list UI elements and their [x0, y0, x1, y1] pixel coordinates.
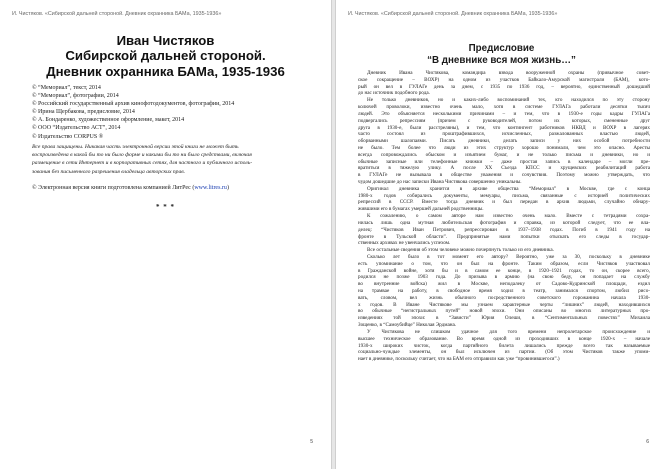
preface-paragraph — [358, 254, 650, 329]
credit-line: © ООО “Издательство АСТ”, 2014 — [32, 125, 121, 132]
preface-title-line: Предисловие — [468, 43, 535, 54]
preface-body — [358, 70, 650, 363]
preface-line: Оригинал дневника хранится в архиве общества “Мемориал” в Москве, где с конца — [367, 185, 650, 192]
preface-paragraph — [358, 70, 650, 97]
rights-line: зования без письменного разрешения владельца авторских прав. — [32, 168, 186, 175]
book-title-line: Иван Чистяков — [116, 33, 215, 48]
left-running-head: И. Чистяков. «Сибирской дальней стороной. Дневник охранника БАМа, 1935-1936» — [12, 11, 222, 17]
preface-line: рый он вел в ГУЛАГе день за днем, с 1935 по 1936 год, – вероятно, единственный дошедший — [358, 83, 650, 90]
preface-line: всегда сопровождались обыском и изъятием бумаг, и не только письма и дневники, но и — [358, 151, 650, 158]
preface-line: колючей проволоки, известно очень мало, хотя в системе ГУЛАГа работали десятки тысяч — [358, 104, 650, 111]
ebook-note-text: © Электронная версия книги подготовлена компанией ЛитРес ( — [32, 185, 195, 191]
preface-line: чудом дошедшие до нас записки Ивана Чистякова совершенно уникальны. — [358, 179, 522, 185]
section-stars: * * * — [156, 203, 175, 211]
preface-line: фронте в Тульской области”. Предпринятые нами попытки отыскать его следы в государ- — [358, 233, 650, 240]
preface-line: во обычные “негистральных путей” новой эпохи. Они описаны во многих литературных про- — [358, 308, 650, 315]
preface-line: Не только дневников, но и каких-либо воспоминаний тех, кто находился по эту сторону — [367, 97, 650, 104]
preface-line: в Гражданской войне, хотя бы и в самом ее конце, в 1920–1921 годах, то он, скорее всего, — [358, 267, 650, 274]
preface-line: оборванными шалопаями. Писать дневники, делать записи у них особой потребности — [358, 138, 650, 145]
preface-paragraph — [358, 213, 650, 247]
preface-line: изведениях той эпохи: в “Зависти” Юрия Олеши, в “Сентиментальных повестях” Михаила — [358, 315, 650, 322]
preface-line: друга в 1930-е, были расстреляны), и тем, что контингент работников НКВД и ВОХР в лагерях — [358, 124, 650, 131]
preface-line: социально-чуждые элементы, он был исключен из партии. (Об этом Чистяков также упоми- — [358, 349, 650, 356]
preface-line: ское сокращение – ВОХР) на одном из участков Байкало-Амурской магистрали (БАМ), кото- — [358, 76, 650, 83]
preface-line: нает в дневнике, поскольку считает, что на БАМ его отправили как уже “провинившегося”.) — [358, 356, 560, 363]
preface-line: есть упоминание о том, что он был на фронте. Таким образом, если Чистяков участвовал — [358, 260, 650, 267]
preface-line: часто состоял из проштрафившихся, исчисленных, разжалованных властью людей, — [358, 131, 650, 138]
preface-line: обычные записные или телефонные книжки – даже простая запись в календаре – могли пре- — [358, 158, 650, 165]
preface-subtitle-line: “В дневнике вся моя жизнь…” — [427, 54, 576, 66]
credit-line: © Издательство CORPUS ® — [32, 133, 104, 140]
copyright-credits — [32, 84, 311, 141]
preface-line: Зощенко, в “Самоубийце” Николая Эрдмана. — [358, 322, 457, 329]
preface-line: людей. Это объясняется несколькими причинами – и тем, что в 1930-е годы кадры ГУЛАГа — [358, 110, 650, 117]
credit-line: © Российский государственный архив кинофотодокументов, фотографии, 2014 — [32, 101, 235, 108]
preface-line: У Чистякова не слишком удачное для того времени непролетарское происхождение и — [367, 328, 650, 335]
preface-title — [356, 43, 647, 67]
litres-link[interactable]: www.litres.ru — [194, 185, 227, 191]
preface-line: вратиться в тяжелую улику. А после XX Съезда КПСС и хрущевских реабилитаций работа — [358, 165, 650, 172]
preface-line: вать, словом, вел жизнь обычного посредственного советского горожанина начала 1930- — [358, 294, 650, 301]
credit-line: © “Мемориал”, фотографии, 2014 — [32, 93, 119, 100]
preface-line: не было. Тем более что люди из этих структур хорошо понимали, чем это опасно. Аресты — [358, 144, 650, 151]
credit-line: © “Мемориал”, текст, 2014 — [32, 85, 101, 91]
ebook-note — [32, 185, 311, 191]
preface-line: Сколько лет было в тот момент его автору? Вероятно, уже за 30, поскольку в дневнике — [367, 253, 650, 260]
right-page — [335, 0, 667, 469]
left-page — [0, 0, 332, 469]
preface-line: в ГУЛАГе не вызывала в обществе уважения и сочувствия. Поэтому можно утверждать, что — [358, 172, 650, 179]
preface-paragraph — [358, 329, 650, 363]
credit-line: © Ирина Щербакова, предисловие, 2014 — [32, 109, 135, 116]
preface-paragraph — [358, 97, 650, 186]
preface-line: Дневник Ивана Чистякова, командира взвода вооруженной охраны (привычное совет- — [367, 70, 650, 76]
preface-line: К сожалению, о самом авторе нам известно очень мало. Вместе с тетрадями сохра- — [367, 213, 650, 220]
preface-line: х годов. В Иване Чистякове мы узнаем характерные черты “лишних” людей, находившихся — [358, 301, 650, 308]
preface-line: до нас источник подобного рода. — [358, 90, 430, 97]
book-title — [30, 33, 301, 79]
preface-line: родился не позже 1903 года. До призыва в армию (на свою беду, он попадает на службу — [358, 274, 650, 281]
rights-line: воспроизведена в какой бы то ни было форме и какими бы то ни было средствами, включая — [32, 152, 252, 159]
right-page-number: 6 — [646, 439, 649, 445]
rights-line: Все права защищены. Никакая часть электронной версии этой книги не может быть — [32, 144, 239, 150]
book-title-line: Дневник охранника БАМа, 1935-1936 — [46, 63, 285, 79]
preface-line: на трамвае на работу, в свободное время ходил в театр, занимался спортом, любил рисо- — [358, 288, 650, 294]
preface-line: Все остальные сведения об этом человеке можно почерпнуть только из его дневника. — [367, 247, 554, 254]
book-title-line: Сибирской дальней стороной. — [65, 48, 266, 64]
rights-line: размещение в сети Интернет и в корпоративных сетях, для частного и публичного исполь- — [32, 160, 253, 167]
preface-line: делец: “Чистяков Иван Петрович, репрессирован в 1937–1938 годах. Погиб в 1941 году на — [358, 226, 650, 233]
preface-line: нилась лишь одна мутная любительская фотография и справка, из которой следует, что ее вла- — [358, 219, 650, 226]
right-running-head: И. Чистяков. «Сибирской дальней стороной. Дневник охранника БАМа, 1935-1936» — [348, 11, 558, 17]
rights-notice — [32, 143, 307, 176]
preface-paragraph — [358, 247, 650, 254]
preface-line: 1980-х годов собирались документы, мемуары, письма, связанные с историей политических — [358, 192, 650, 199]
preface-line: репрессий в СССР. Вместе тогда дневник и был передан в архив людьми, случайно обнару- — [358, 199, 650, 206]
left-page-number: 5 — [310, 439, 313, 445]
preface-line: высшее техническое образование. Во время одной из проходивших в конце 1920-х – начале — [358, 335, 650, 342]
preface-line: во внутренние войска) жил в Москве, неподалеку от Садово-Кудринской площади, ездил — [358, 281, 650, 288]
preface-paragraph — [358, 186, 650, 213]
preface-line: 1930-х широких чисток, когда партийного билета лишались прежде всего так называемые — [358, 342, 650, 349]
credit-line: © А. Бондаренко, художественное оформление, макет, 2014 — [32, 117, 185, 124]
ebook-note-end: ) — [226, 185, 229, 191]
preface-line: подвергались репрессиям (причем с руководителей, потом их которых, смененные друг — [358, 117, 650, 124]
preface-line: жившими его в бумагах умершей дальней родственницы. — [358, 206, 484, 213]
preface-line: ственных архивах не увенчались успехом. — [358, 240, 451, 247]
